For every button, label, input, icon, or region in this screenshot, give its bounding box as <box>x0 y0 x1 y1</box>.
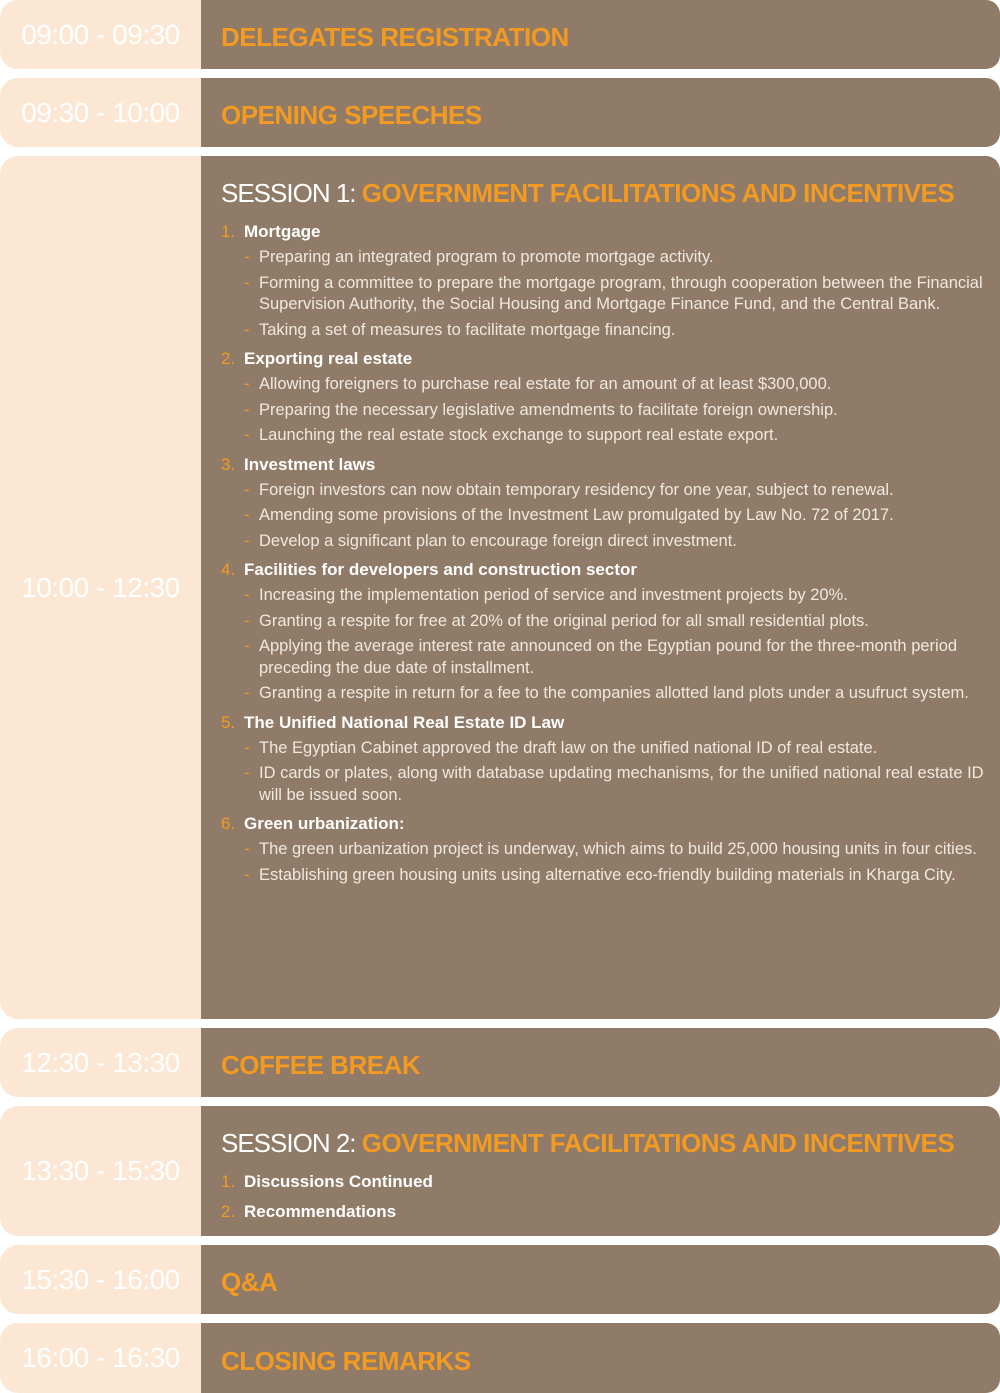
session-content <box>201 1106 1000 1236</box>
bullet-marker: - <box>244 738 250 757</box>
agenda-row-coffee-break <box>0 1028 1000 1097</box>
topic-heading <box>221 455 1000 475</box>
agenda-item-title: OPENING SPEECHES <box>221 100 482 130</box>
agenda-item-content <box>201 0 1000 69</box>
session-heading: GOVERNMENT FACILITATIONS AND INCENTIVES <box>361 1128 955 1158</box>
bullet-item: - Granting a respite for free at 20% of the original period for all small residential plots. <box>244 611 1000 633</box>
topic-item <box>221 349 1000 447</box>
session-content <box>201 156 1000 1019</box>
agenda-row-session-2 <box>0 1106 1000 1236</box>
time-slot: 12:30 - 13:30 <box>0 1028 201 1097</box>
bullet-item: - Forming a committee to prepare the mortgage program, through cooperation between the Financial Supervision Authority, the Social Housing and Mortgage Finance Fund, and the Central Bank. <box>244 273 1000 316</box>
bullet-item: - Applying the average interest rate announced on the Egyptian pound for the three-month period preceding the due date of installment. <box>244 636 1000 679</box>
bullet-marker: - <box>244 840 250 858</box>
topic-heading <box>221 560 1000 580</box>
bullet-item: - ID cards or plates, along with database updating mechanisms, for the unified national real estate ID will be issued soon. <box>244 763 1000 806</box>
bullet-marker: - <box>244 637 250 655</box>
bullet-marker: - <box>244 506 250 524</box>
topic-number: 3. <box>221 454 236 474</box>
topic-item <box>221 713 1000 807</box>
topic-item <box>221 560 1000 705</box>
bullet-item: - Granting a respite in return for a fee to the companies allotted land plots under a usufruct system. <box>244 683 1000 705</box>
bullet-marker: - <box>244 400 250 419</box>
topic-heading <box>221 713 1000 733</box>
topic-title: Mortgage <box>244 222 321 241</box>
bullet-marker: - <box>244 426 250 444</box>
bullet-item: - Allowing foreigners to purchase real estate for an amount of at least $300,000. <box>244 374 1000 396</box>
bullet-item: - Increasing the implementation period of service and investment projects by 20%. <box>244 585 1000 607</box>
bullet-marker: - <box>244 480 250 499</box>
bullet-marker: - <box>244 320 250 339</box>
agenda-item-title: COFFEE BREAK <box>221 1050 421 1080</box>
topic-number: 4. <box>221 560 236 579</box>
bullet-item: - Foreign investors can now obtain temporary residency for one year, subject to renewal. <box>244 480 1000 502</box>
topic-list <box>221 1172 1000 1222</box>
time-slot: 09:00 - 09:30 <box>0 0 201 69</box>
bullet-item: - The Egyptian Cabinet approved the draft law on the unified national ID of real estate. <box>244 738 1000 760</box>
session-title <box>221 1128 1000 1159</box>
session-title <box>221 178 1000 209</box>
topic-list <box>221 222 1000 886</box>
bullet-marker: - <box>244 375 250 393</box>
topic-title: Facilities for developers and construction sector <box>244 560 637 579</box>
bullet-marker: - <box>244 684 250 702</box>
topic-item <box>221 1172 1000 1192</box>
session-label: SESSION 1: <box>221 178 356 208</box>
topic-number: 1. <box>221 1172 236 1191</box>
bullet-marker: - <box>244 273 250 292</box>
topic-heading <box>221 1202 1000 1222</box>
session-heading: GOVERNMENT FACILITATIONS AND INCENTIVES <box>361 178 955 208</box>
topic-item <box>221 222 1000 341</box>
time-slot: 15:30 - 16:00 <box>0 1245 201 1314</box>
bullet-list <box>221 839 1000 886</box>
agenda-item-title: Q&A <box>221 1267 278 1297</box>
topic-number: 2. <box>221 1202 236 1221</box>
time-slot: 16:00 - 16:30 <box>0 1323 201 1393</box>
agenda-item-content <box>201 1323 1000 1393</box>
time-slot: 13:30 - 15:30 <box>0 1106 201 1236</box>
topic-item <box>221 455 1000 553</box>
bullet-list <box>221 247 1000 341</box>
topic-title: Investment laws <box>244 454 376 474</box>
topic-number: 6. <box>221 814 236 833</box>
bullet-item: - Amending some provisions of the Investment Law promulgated by Law No. 72 of 2017. <box>244 505 1000 527</box>
bullet-item: - Taking a set of measures to facilitate mortgage financing. <box>244 320 1000 342</box>
agenda-item-content <box>201 1245 1000 1314</box>
bullet-item: - Launching the real estate stock exchange to support real estate export. <box>244 425 1000 447</box>
time-slot: 10:00 - 12:30 <box>0 156 201 1019</box>
bullet-item: - Establishing green housing units using alternative eco-friendly building materials in Kharga City. <box>244 865 1000 887</box>
agenda-item-content <box>201 1028 1000 1097</box>
topic-heading <box>221 1172 1000 1192</box>
topic-item <box>221 814 1000 886</box>
topic-title: The Unified National Real Estate ID Law <box>244 712 565 732</box>
topic-title: Green urbanization: <box>244 814 405 833</box>
topic-heading <box>221 349 1000 369</box>
bullet-marker: - <box>244 586 250 604</box>
bullet-item: - Preparing an integrated program to promote mortgage activity. <box>244 247 1000 269</box>
topic-title: Recommendations <box>244 1202 397 1221</box>
agenda-item-content <box>201 78 1000 147</box>
topic-title: Discussions Continued <box>244 1172 433 1191</box>
agenda-row-registration <box>0 0 1000 69</box>
time-slot: 09:30 - 10:00 <box>0 78 201 147</box>
topic-number: 5. <box>221 712 236 732</box>
topic-heading <box>221 222 1000 242</box>
agenda-item-title: DELEGATES REGISTRATION <box>221 22 569 52</box>
bullet-item: - Preparing the necessary legislative amendments to facilitate foreign ownership. <box>244 400 1000 422</box>
agenda-item-title: CLOSING REMARKS <box>221 1345 471 1376</box>
bullet-marker: - <box>244 865 250 884</box>
bullet-item: - The green urbanization project is underway, which aims to build 25,000 housing units in four cities. <box>244 839 1000 861</box>
bullet-list <box>221 374 1000 447</box>
bullet-marker: - <box>244 611 250 630</box>
bullet-item: - Develop a significant plan to encourage foreign direct investment. <box>244 531 1000 553</box>
session-label: SESSION 2: <box>221 1128 356 1158</box>
bullet-list <box>221 480 1000 553</box>
topic-item <box>221 1202 1000 1222</box>
bullet-marker: - <box>244 531 250 550</box>
bullet-list <box>221 585 1000 705</box>
agenda-row-opening <box>0 78 1000 147</box>
topic-number: 2. <box>221 349 236 368</box>
agenda-row-qa <box>0 1245 1000 1314</box>
topic-heading <box>221 814 1000 834</box>
bullet-list <box>221 738 1000 807</box>
topic-title: Exporting real estate <box>244 349 413 368</box>
topic-number: 1. <box>221 222 236 241</box>
bullet-marker: - <box>244 248 250 266</box>
agenda-row-session-1 <box>0 156 1000 1019</box>
agenda-row-closing <box>0 1323 1000 1393</box>
bullet-marker: - <box>244 764 250 782</box>
